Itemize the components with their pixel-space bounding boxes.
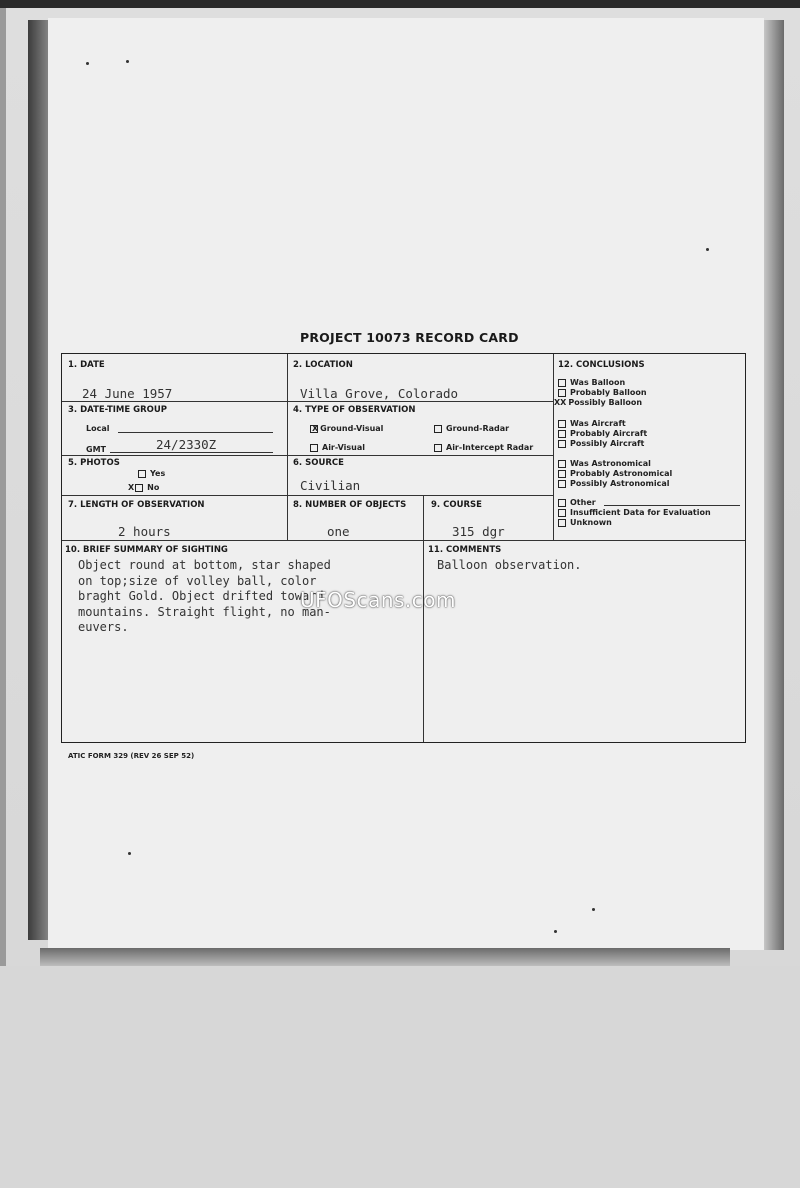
summary-line: braght Gold. Object drifted toward bbox=[78, 589, 324, 603]
grid-line bbox=[423, 495, 424, 742]
checkbox-icon bbox=[558, 460, 566, 468]
conclusions-label: 12. CONCLUSIONS bbox=[558, 360, 645, 370]
conclusion-other: Other bbox=[570, 498, 596, 507]
watermark: UFOScans.com bbox=[300, 588, 456, 612]
type-ground-radar bbox=[434, 424, 509, 433]
checkbox-icon bbox=[558, 519, 566, 527]
type-ground-visual-label: Ground-Visual bbox=[320, 424, 384, 433]
conclusion-unknown: Unknown bbox=[570, 518, 612, 527]
scan-top-edge bbox=[0, 0, 800, 8]
checkbox-icon bbox=[434, 425, 442, 433]
summary-line: euvers. bbox=[78, 620, 129, 634]
scan-lower-area bbox=[0, 966, 800, 1188]
location-value: Villa Grove, Colorado bbox=[300, 386, 459, 401]
length-value: 2 hours bbox=[118, 524, 171, 539]
date-value: 24 June 1957 bbox=[82, 386, 173, 401]
conclusion-was-balloon: Was Balloon bbox=[570, 378, 626, 387]
type-ground-visual bbox=[310, 424, 383, 433]
conclusion-item bbox=[558, 419, 647, 429]
page-shadow-bottom bbox=[40, 948, 730, 966]
conclusion-insufficient-data: Insufficient Data for Evaluation bbox=[570, 508, 711, 517]
page-shadow-left bbox=[28, 20, 50, 940]
photos-no bbox=[128, 483, 159, 492]
conclusion-item bbox=[558, 378, 647, 388]
summary-label: 10. BRIEF SUMMARY OF SIGHTING bbox=[65, 545, 228, 555]
photos-yes bbox=[138, 469, 165, 478]
summary-line: Object round at bottom, star shaped bbox=[78, 558, 331, 572]
type-ground-visual-mark: X bbox=[312, 424, 319, 433]
grid-line bbox=[62, 495, 553, 496]
conclusion-probably-aircraft: Probably Aircraft bbox=[570, 429, 648, 438]
conclusion-checked-mark: XX bbox=[554, 398, 567, 407]
card-title: PROJECT 10073 RECORD CARD bbox=[300, 330, 519, 345]
conclusion-item bbox=[558, 459, 672, 469]
dtg-gmt-value: 24/2330Z bbox=[156, 437, 217, 452]
photos-no-mark: X bbox=[128, 483, 135, 492]
type-air-intercept-label: Air-Intercept Radar bbox=[446, 443, 534, 452]
dtg-gmt-line bbox=[110, 452, 273, 453]
photos-yes-label: Yes bbox=[150, 469, 166, 478]
page-shadow-right bbox=[762, 20, 784, 950]
photos-label: 5. PHOTOS bbox=[68, 458, 120, 468]
speck bbox=[126, 60, 129, 63]
checkbox-icon bbox=[558, 480, 566, 488]
conclusion-item bbox=[558, 508, 711, 518]
conclusion-possibly-aircraft: Possibly Aircraft bbox=[570, 439, 645, 448]
conclusion-possibly-astronomical: Possibly Astronomical bbox=[570, 479, 670, 488]
grid-line bbox=[62, 540, 745, 541]
source-label: 6. SOURCE bbox=[293, 458, 344, 468]
conclusion-probably-astronomical: Probably Astronomical bbox=[570, 469, 673, 478]
comments-label: 11. COMMENTS bbox=[428, 545, 502, 555]
speck bbox=[554, 930, 557, 933]
conclusions-group-aircraft bbox=[558, 419, 647, 449]
date-label: 1. DATE bbox=[68, 360, 105, 370]
dtg-gmt-label: GMT bbox=[86, 445, 106, 454]
course-label: 9. COURSE bbox=[431, 500, 482, 510]
type-air-visual bbox=[310, 443, 365, 452]
course-value: 315 dgr bbox=[452, 524, 505, 539]
conclusion-item bbox=[558, 439, 647, 449]
checkbox-icon bbox=[558, 499, 566, 507]
conclusions-group-balloon bbox=[554, 378, 647, 408]
dtg-label: 3. DATE-TIME GROUP bbox=[68, 405, 168, 415]
checkbox-icon bbox=[558, 379, 566, 387]
summary-line: mountains. Straight flight, no man- bbox=[78, 604, 331, 619]
summary-line: on top;size of volley ball, color bbox=[78, 573, 317, 588]
comments-value: Balloon observation. bbox=[437, 558, 582, 572]
other-line bbox=[604, 505, 740, 506]
dtg-local-label: Local bbox=[86, 424, 110, 433]
form-id: ATIC FORM 329 (REV 26 SEP 52) bbox=[68, 752, 195, 760]
speck bbox=[128, 852, 131, 855]
speck bbox=[86, 62, 89, 65]
type-air-visual-label: Air-Visual bbox=[322, 443, 366, 452]
type-ground-radar-label: Ground-Radar bbox=[446, 424, 510, 433]
checkbox-icon bbox=[558, 440, 566, 448]
grid-line bbox=[287, 495, 288, 540]
photos-no-label: No bbox=[147, 483, 160, 492]
checkbox-icon bbox=[310, 444, 318, 452]
conclusion-was-aircraft: Was Aircraft bbox=[570, 419, 626, 428]
conclusion-item bbox=[554, 398, 647, 408]
conclusions-group-other bbox=[558, 498, 711, 528]
checkbox-icon bbox=[138, 470, 146, 478]
type-obs-label: 4. TYPE OF OBSERVATION bbox=[293, 405, 416, 415]
conclusion-item bbox=[558, 388, 647, 398]
length-label: 7. LENGTH OF OBSERVATION bbox=[68, 500, 205, 510]
conclusions-group-astronomical bbox=[558, 459, 672, 489]
conclusion-item bbox=[558, 479, 672, 489]
checkbox-icon bbox=[558, 509, 566, 517]
num-objects-label: 8. NUMBER OF OBJECTS bbox=[293, 500, 407, 510]
dtg-local-line bbox=[118, 432, 273, 433]
grid-line bbox=[553, 354, 554, 540]
grid-line bbox=[62, 455, 553, 456]
speck bbox=[706, 248, 709, 251]
checkbox-icon bbox=[558, 470, 566, 478]
checkbox-icon bbox=[558, 430, 566, 438]
num-objects-value: one bbox=[327, 524, 350, 539]
conclusion-possibly-balloon: Possibly Balloon bbox=[568, 398, 643, 407]
conclusion-item bbox=[558, 498, 711, 508]
checkbox-icon bbox=[558, 420, 566, 428]
checkbox-icon bbox=[434, 444, 442, 452]
type-air-intercept bbox=[434, 443, 533, 452]
conclusion-was-astronomical: Was Astronomical bbox=[570, 459, 651, 468]
checkbox-icon bbox=[558, 389, 566, 397]
location-label: 2. LOCATION bbox=[293, 360, 353, 370]
grid-line bbox=[62, 401, 553, 402]
conclusion-item bbox=[558, 429, 647, 439]
speck bbox=[592, 908, 595, 911]
source-value: Civilian bbox=[300, 478, 361, 493]
conclusion-item bbox=[558, 469, 672, 479]
checkbox-icon bbox=[135, 484, 143, 492]
conclusion-probably-balloon: Probably Balloon bbox=[570, 388, 647, 397]
conclusion-item bbox=[558, 518, 711, 528]
